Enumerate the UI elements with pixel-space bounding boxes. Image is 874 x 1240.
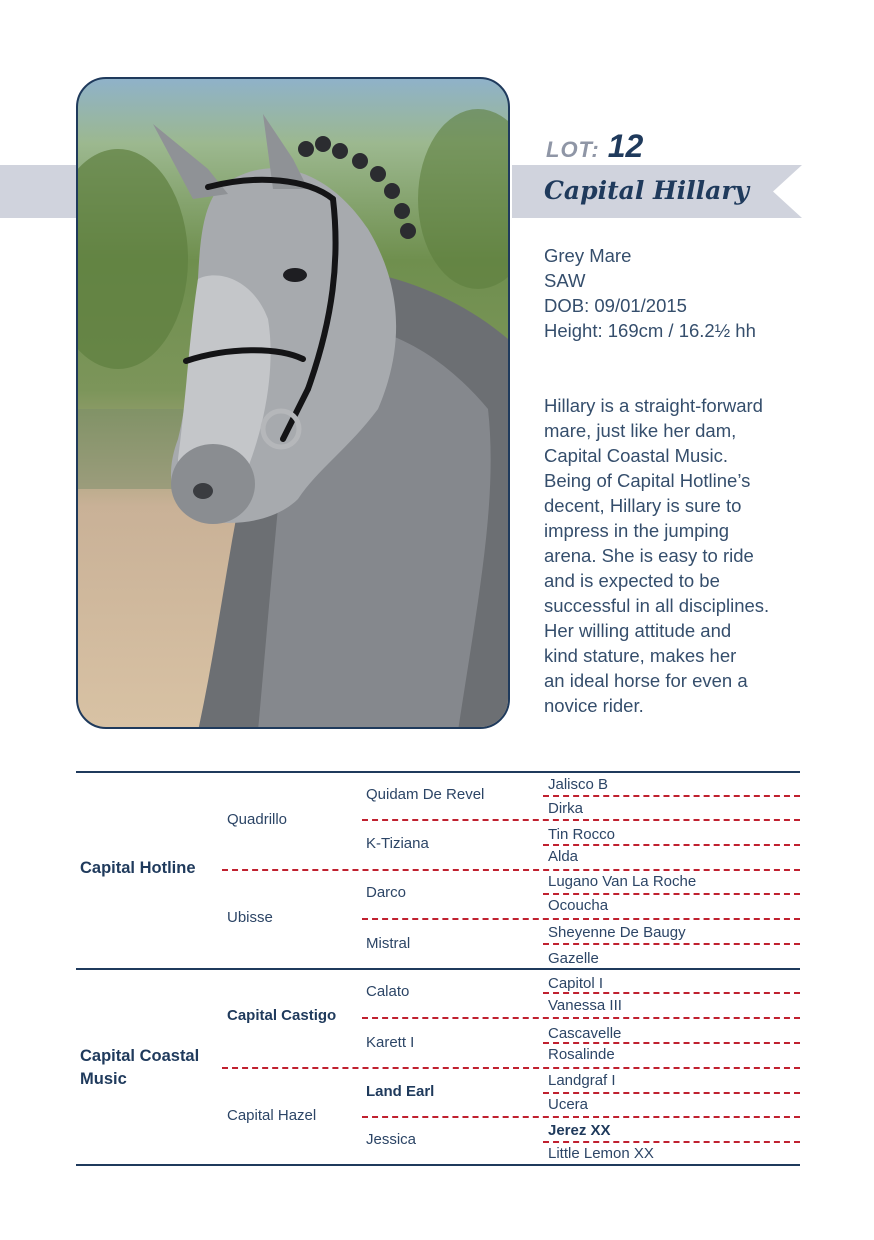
pedigree-gen2-sd: Ubisse bbox=[227, 909, 273, 926]
pedigree-top-rule bbox=[76, 771, 800, 773]
horse-name: Capital Hillary bbox=[544, 176, 750, 205]
pedigree-gen4: Landgraf I bbox=[548, 1072, 616, 1089]
pedigree-gen4: Little Lemon XX bbox=[548, 1145, 654, 1162]
horse-illustration bbox=[78, 79, 510, 729]
horse-description bbox=[544, 393, 806, 718]
description-line: Capital Coastal Music. bbox=[544, 445, 729, 466]
pedigree-gen3: K-Tiziana bbox=[366, 835, 429, 852]
breed: SAW bbox=[544, 270, 586, 291]
color-sex: Grey Mare bbox=[544, 245, 632, 266]
divider-gen4 bbox=[543, 943, 800, 945]
pedigree-gen2-ds: Capital Castigo bbox=[227, 1007, 337, 1024]
date-of-birth: DOB: 09/01/2015 bbox=[544, 295, 687, 316]
description-line: impress in the jumping bbox=[544, 520, 730, 541]
pedigree-gen2-dd: Capital Hazel bbox=[227, 1107, 317, 1124]
divider-gen3 bbox=[362, 1116, 800, 1118]
divider-gen4 bbox=[543, 1042, 800, 1044]
description-line: decent, Hillary is sure to bbox=[544, 495, 742, 516]
lot-label: LOT: bbox=[546, 137, 600, 162]
divider-gen3 bbox=[362, 1017, 800, 1019]
description-line: novice rider. bbox=[544, 695, 644, 716]
description-line: mare, just like her dam, bbox=[544, 420, 737, 441]
pedigree-gen2-ss: Quadrillo bbox=[227, 811, 288, 828]
pedigree-gen4: Jalisco B bbox=[548, 776, 609, 793]
pedigree-gen4: Jerez XX bbox=[548, 1122, 611, 1139]
pedigree-sire: Capital Hotline bbox=[80, 859, 196, 877]
pedigree-gen4: Cascavelle bbox=[548, 1025, 622, 1042]
pedigree-gen4: Tin Rocco bbox=[548, 826, 615, 843]
divider-gen4 bbox=[543, 795, 800, 797]
divider-gen2 bbox=[222, 1067, 800, 1069]
pedigree-gen4: Dirka bbox=[548, 800, 584, 817]
description-line: Hillary is a straight-forward bbox=[544, 395, 763, 416]
pedigree-gen3: Mistral bbox=[366, 935, 411, 952]
pedigree-gen3: Calato bbox=[366, 983, 410, 1000]
lot-header bbox=[546, 128, 643, 165]
description-line: Her willing attitude and bbox=[544, 620, 732, 641]
description-line: kind stature, makes her bbox=[544, 645, 737, 666]
lot-number: 12 bbox=[607, 128, 644, 164]
description-line: and is expected to be bbox=[544, 570, 720, 591]
pedigree-gen3: Darco bbox=[366, 884, 407, 901]
pedigree-gen4: Ucera bbox=[548, 1096, 589, 1113]
pedigree-gen4: Rosalinde bbox=[548, 1046, 615, 1063]
description-line: Being of Capital Hotline’s bbox=[544, 470, 751, 491]
pedigree-gen3: Karett I bbox=[366, 1034, 415, 1051]
description-line: successful in all disciplines. bbox=[544, 595, 770, 616]
pedigree-bottom-rule bbox=[76, 1164, 800, 1166]
pedigree-dam-line1: Capital Coastal bbox=[80, 1047, 200, 1065]
divider-gen2 bbox=[222, 869, 800, 871]
pedigree-gen4: Ocoucha bbox=[548, 897, 609, 914]
banner-ribbon-left bbox=[0, 165, 80, 218]
divider-gen3 bbox=[362, 918, 800, 920]
horse-details bbox=[544, 243, 844, 343]
pedigree-gen4: Gazelle bbox=[548, 950, 599, 967]
pedigree-gen4: Lugano Van La Roche bbox=[548, 873, 697, 890]
pedigree-gen4: Capitol I bbox=[548, 975, 604, 992]
divider-gen4 bbox=[543, 844, 800, 846]
pedigree-gen4: Sheyenne De Baugy bbox=[548, 924, 686, 941]
description-line: arena. She is easy to ride bbox=[544, 545, 754, 566]
divider-gen4 bbox=[543, 893, 800, 895]
pedigree-gen3: Quidam De Revel bbox=[366, 786, 485, 803]
divider-gen3 bbox=[362, 819, 800, 821]
height: Height: 169cm / 16.2½ hh bbox=[544, 320, 756, 341]
pedigree-middle-rule bbox=[76, 968, 800, 970]
pedigree-gen3: Land Earl bbox=[366, 1083, 435, 1100]
pedigree-gen3: Jessica bbox=[366, 1131, 417, 1148]
pedigree-gen4: Alda bbox=[548, 848, 579, 865]
divider-gen4 bbox=[543, 1092, 800, 1094]
divider-gen4 bbox=[543, 1141, 800, 1143]
pedigree-dam-line2: Music bbox=[80, 1070, 127, 1088]
description-line: an ideal horse for even a bbox=[544, 670, 748, 691]
horse-photo bbox=[76, 77, 510, 729]
pedigree-gen4: Vanessa III bbox=[548, 997, 622, 1014]
divider-gen4 bbox=[543, 992, 800, 994]
